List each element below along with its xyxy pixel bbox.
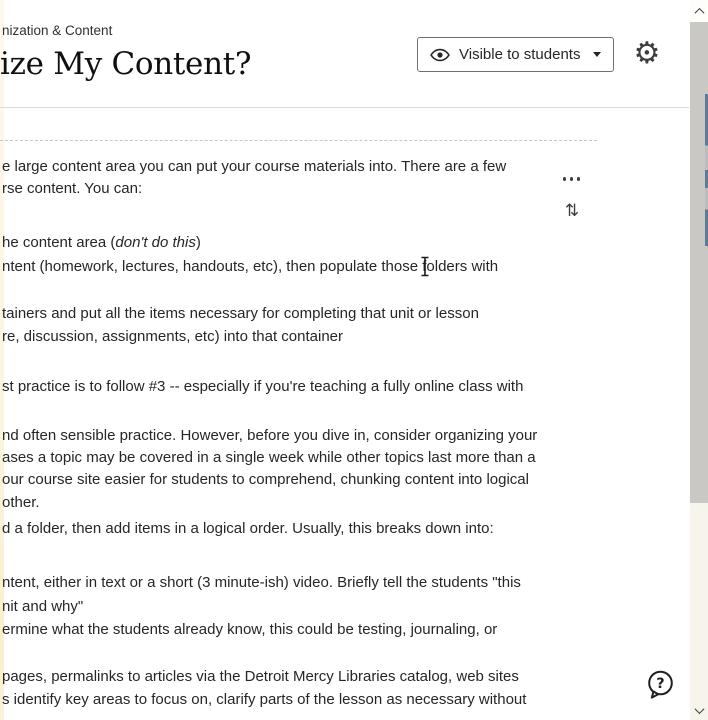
content-text-line: our course site easier for students to comprehend, chunking content into logical	[2, 471, 529, 488]
content-text-line: e large content area you can put your course materials into. There are a few	[2, 158, 507, 175]
content-text-line: ntent, either in text or a short (3 minute-ish) video. Briefly tell the students "this	[2, 574, 521, 591]
breadcrumb[interactable]: nization & Content	[2, 23, 113, 38]
question-mark-glyph: ?	[656, 676, 665, 692]
content-text-line: he content area (don't do this)	[2, 234, 201, 251]
content-text-line: nit and why"	[2, 598, 84, 615]
content-text-line: ermine what the students already know, this could be testing, journaling, or	[2, 621, 498, 638]
eye-icon	[430, 48, 450, 62]
help-button[interactable]	[644, 669, 676, 701]
content-text-line: other.	[2, 494, 40, 511]
reorder-arrows-icon[interactable]: ⇅	[558, 199, 586, 223]
content-text-line: tainers and put all the items necessary for completing that unit or lesson	[2, 305, 479, 322]
chevron-down-icon	[694, 704, 704, 714]
content-text-line: nd often sensible practice. However, before you dive in, consider organizing your	[2, 427, 538, 444]
content-text-line: pages, permalinks to articles via the Detroit Mercy Libraries catalog, web sites	[2, 668, 519, 685]
scrollbar-down-arrow[interactable]	[690, 700, 708, 720]
chevron-up-icon	[694, 7, 704, 17]
content-text-line: d a folder, then add items in a logical order. Usually, this breaks down into:	[2, 520, 494, 537]
content-text-line: re, discussion, assignments, etc) into that container	[2, 328, 344, 345]
visibility-dropdown-button[interactable]	[417, 37, 614, 72]
content-text-line: st practice is to follow #3 -- especially if you're teaching a fully online class with	[2, 378, 524, 395]
content-text-line: s identify key areas to focus on, clarify parts of the lesson as necessary without	[2, 691, 527, 708]
page-title: ize My Content?	[0, 46, 252, 82]
content-block-dashed-border	[0, 140, 597, 141]
chevron-down-icon	[593, 52, 601, 57]
settings-gear-icon[interactable]: ⚙	[629, 37, 665, 71]
content-text-line: ases a topic may be covered in a single week while other topics last more than a	[2, 449, 536, 466]
header-divider	[0, 107, 689, 108]
content-text-line: rse content. You can:	[2, 180, 143, 197]
scrollbar-up-arrow[interactable]	[690, 0, 708, 23]
visibility-label: Visible to students	[459, 46, 581, 63]
content-text-line: ntent (homework, lectures, handouts, etc), then populate those folders with	[2, 258, 499, 275]
